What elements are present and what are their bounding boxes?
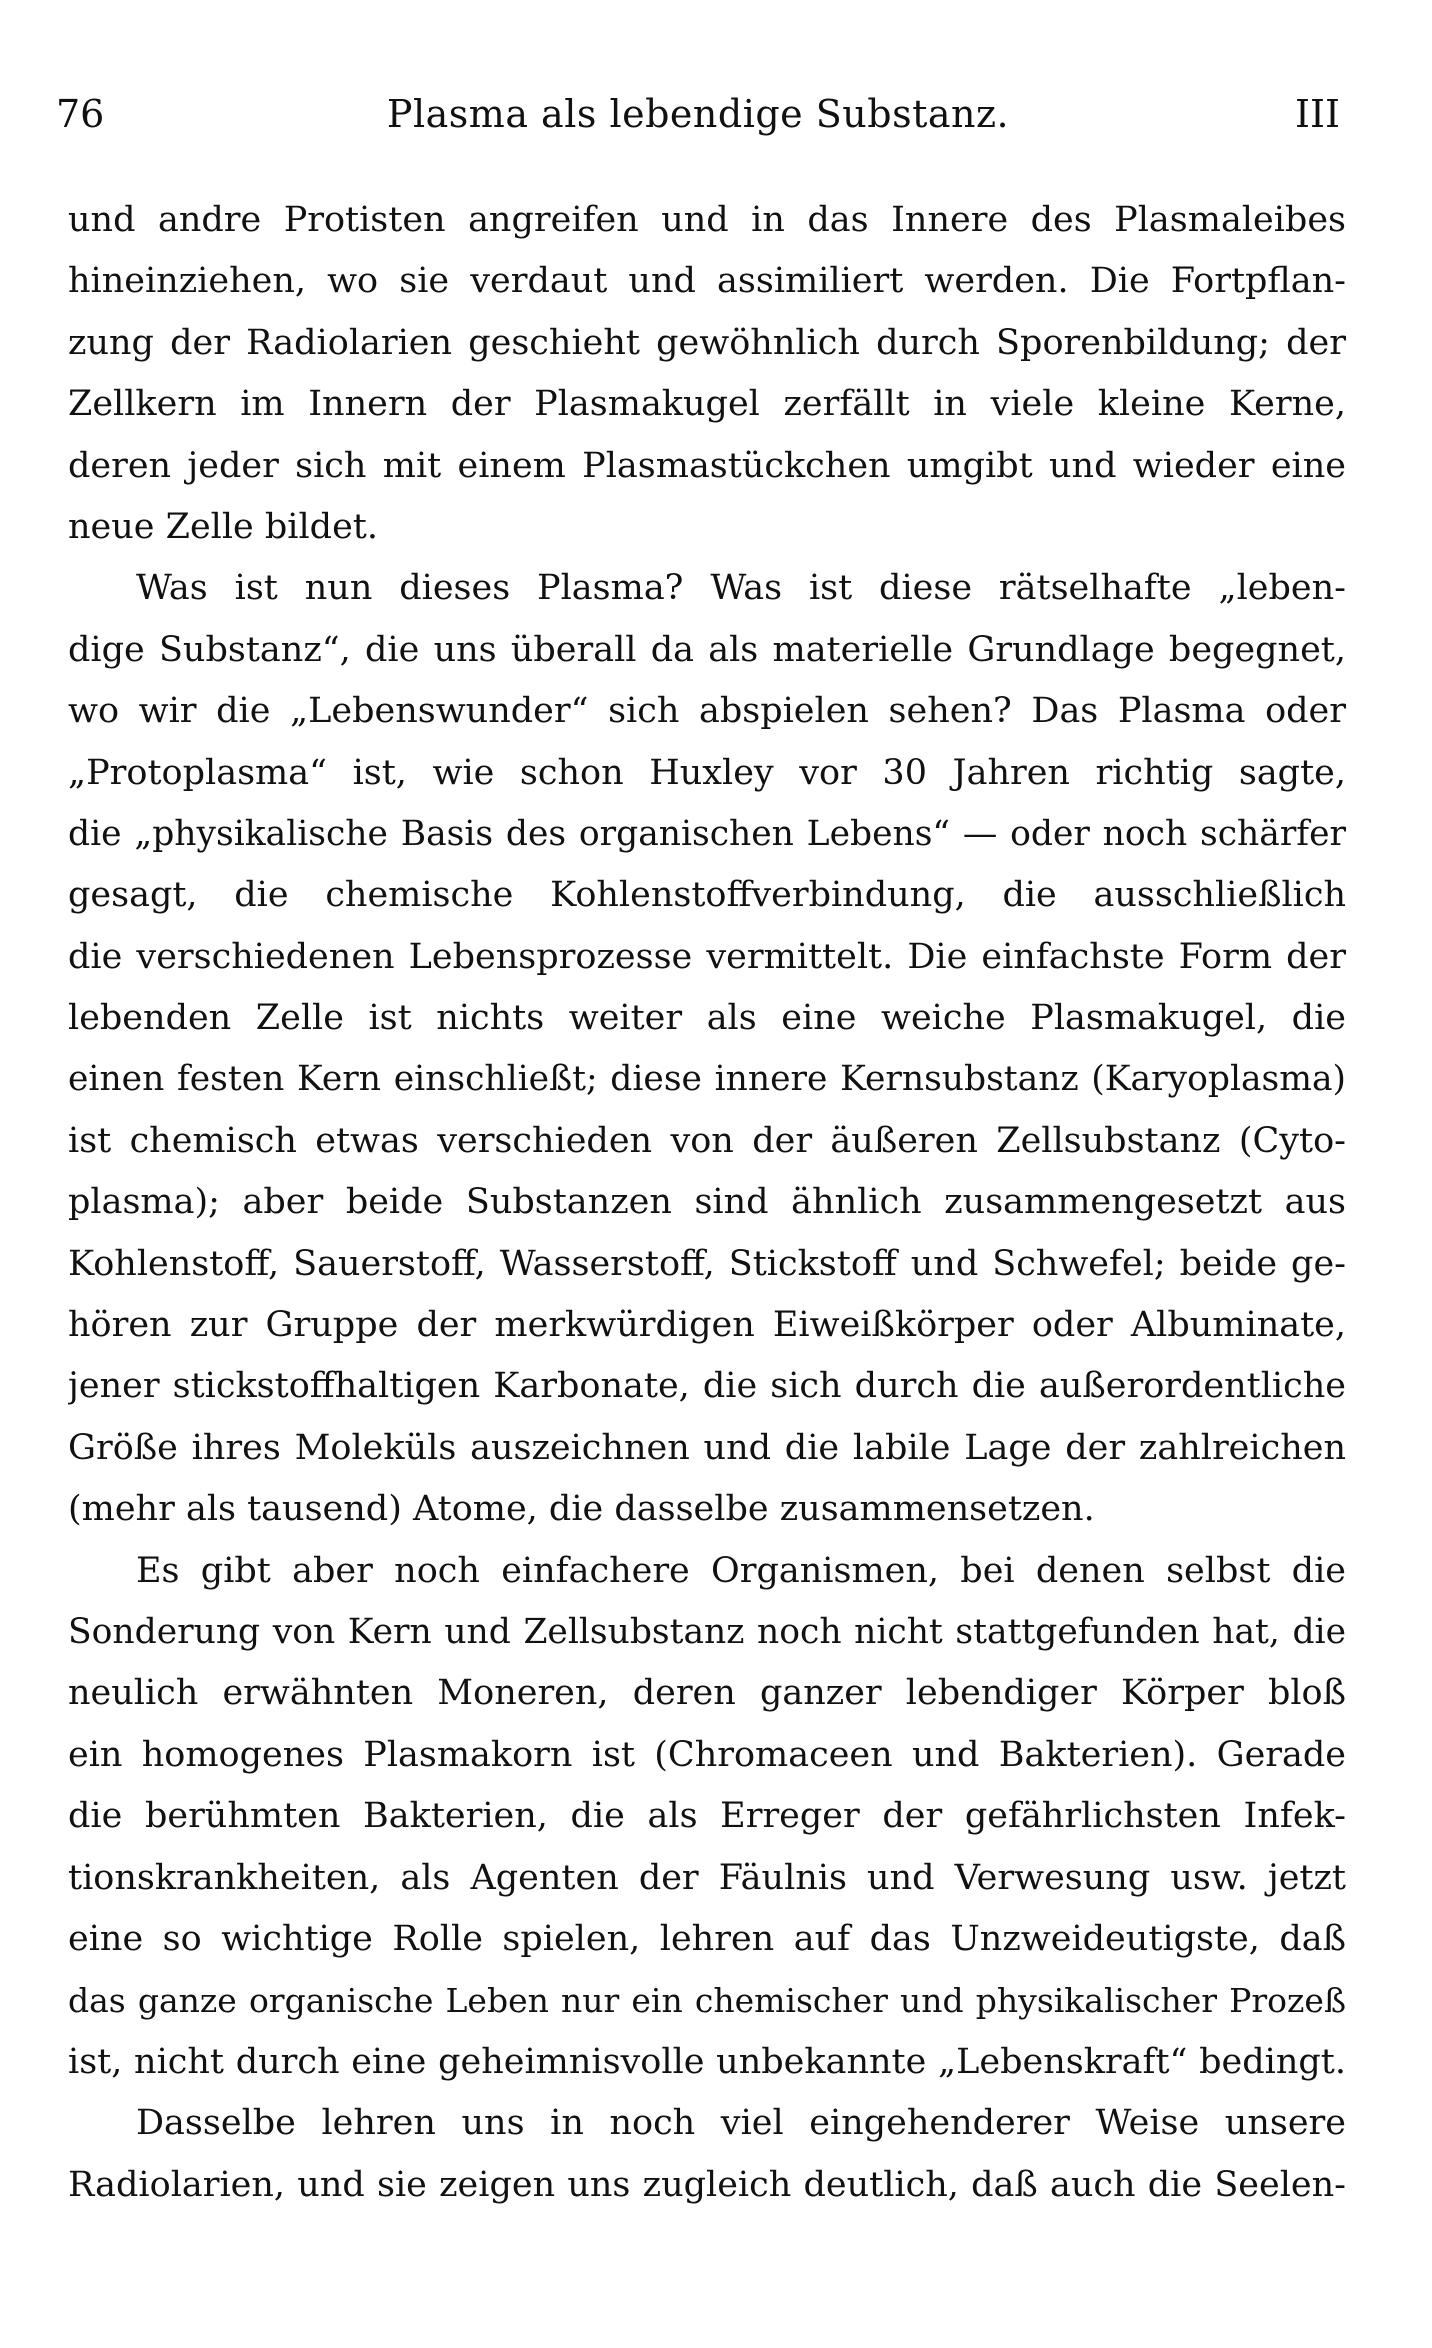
- text-line: die berühmten Bakterien, die als Erreger der gefährlichsten Infek-: [68, 1796, 1346, 1837]
- text-line: neue Zelle bildet.: [68, 506, 378, 547]
- text-line: gesagt, die chemische Kohlenstoffverbindung, die ausschließlich: [68, 875, 1346, 916]
- text-line: (mehr als tausend) Atome, die dasselbe zusammensetzen.: [68, 1489, 1095, 1530]
- text-line: tionskrankheiten, als Agenten der Fäulnis und Verwesung usw. jetzt: [68, 1857, 1346, 1898]
- text-line: „Protoplasma“ ist, wie schon Huxley vor 30 Jahren richtig sagte,: [68, 752, 1346, 793]
- text-line: lebenden Zelle ist nichts weiter als eine weiche Plasmakugel, die: [68, 998, 1346, 1039]
- text-line: einen festen Kern einschließt; diese innere Kernsubstanz (Karyoplasma): [68, 1059, 1346, 1100]
- text-line: eine so wichtige Rolle spielen, lehren auf das Unzweideutigste, daß: [68, 1918, 1346, 1959]
- text-line: Radiolarien, und sie zeigen uns zugleich deutlich, daß auch die Seelen-: [68, 2164, 1346, 2205]
- text-line: ist, nicht durch eine geheimnisvolle unbekannte „Lebenskraft“ bedingt.: [68, 2041, 1346, 2082]
- running-title: Plasma als lebendige Substanz.: [386, 92, 1010, 136]
- text-line: Es gibt aber noch einfachere Organismen, bei denen selbst die: [136, 1550, 1346, 1591]
- text-line: Kohlenstoff, Sauerstoff, Wasserstoff, Stickstoff und Schwefel; beide ge-: [68, 1243, 1346, 1284]
- text-line: dige Substanz“, die uns überall da als materielle Grundlage begegnet,: [68, 629, 1346, 670]
- text-line: ein homogenes Plasmakorn ist (Chromaceen und Bakterien). Gerade: [68, 1734, 1346, 1775]
- text-line: zung der Radiolarien geschieht gewöhnlich durch Sporenbildung; der: [68, 322, 1346, 363]
- text-line: und andre Protisten angreifen und in das Innere des Plasmaleibes: [68, 200, 1346, 240]
- section-number: III: [1294, 92, 1340, 136]
- running-head: [56, 84, 1340, 144]
- text-line: das ganze organische Leben nur ein chemischer und physikalischer Prozeß: [68, 1981, 1346, 2021]
- text-line: neulich erwähnten Moneren, deren ganzer lebendiger Körper bloß: [68, 1673, 1346, 1714]
- body-text: [68, 190, 1346, 2216]
- text-line: hören zur Gruppe der merkwürdigen Eiweißkörper oder Albuminate,: [68, 1305, 1346, 1346]
- text-line: wo wir die „Lebenswunder“ sich abspielen sehen? Das Plasma oder: [68, 691, 1346, 732]
- text-line: Größe ihres Moleküls auszeichnen und die labile Lage der zahlreichen: [68, 1427, 1346, 1468]
- text-line: plasma); aber beide Substanzen sind ähnlich zusammengesetzt aus: [68, 1182, 1346, 1223]
- text-line: Dasselbe lehren uns in noch viel eingehenderer Weise unsere: [136, 2103, 1346, 2144]
- text-line: Was ist nun dieses Plasma? Was ist diese rätselhafte „leben-: [136, 568, 1346, 609]
- text-line: ist chemisch etwas verschieden von der äußeren Zellsubstanz (Cyto-: [68, 1120, 1346, 1161]
- text-line: Sonderung von Kern und Zellsubstanz noch nicht stattgefunden hat, die: [68, 1611, 1346, 1652]
- text-line: jener stickstoffhaltigen Karbonate, die sich durch die außerordentliche: [68, 1366, 1346, 1407]
- text-line: deren jeder sich mit einem Plasmastückchen umgibt und wieder eine: [68, 445, 1346, 486]
- page-number: 76: [56, 92, 105, 136]
- text-line: hineinziehen, wo sie verdaut und assimiliert werden. Die Fortpflan-: [68, 261, 1346, 302]
- text-line: die verschiedenen Lebensprozesse vermittelt. Die einfachste Form der: [68, 936, 1346, 977]
- text-line: die „physikalische Basis des organischen Lebens“ — oder noch schärfer: [68, 813, 1346, 854]
- text-line: Zellkern im Innern der Plasmakugel zerfällt in viele kleine Kerne,: [68, 384, 1346, 425]
